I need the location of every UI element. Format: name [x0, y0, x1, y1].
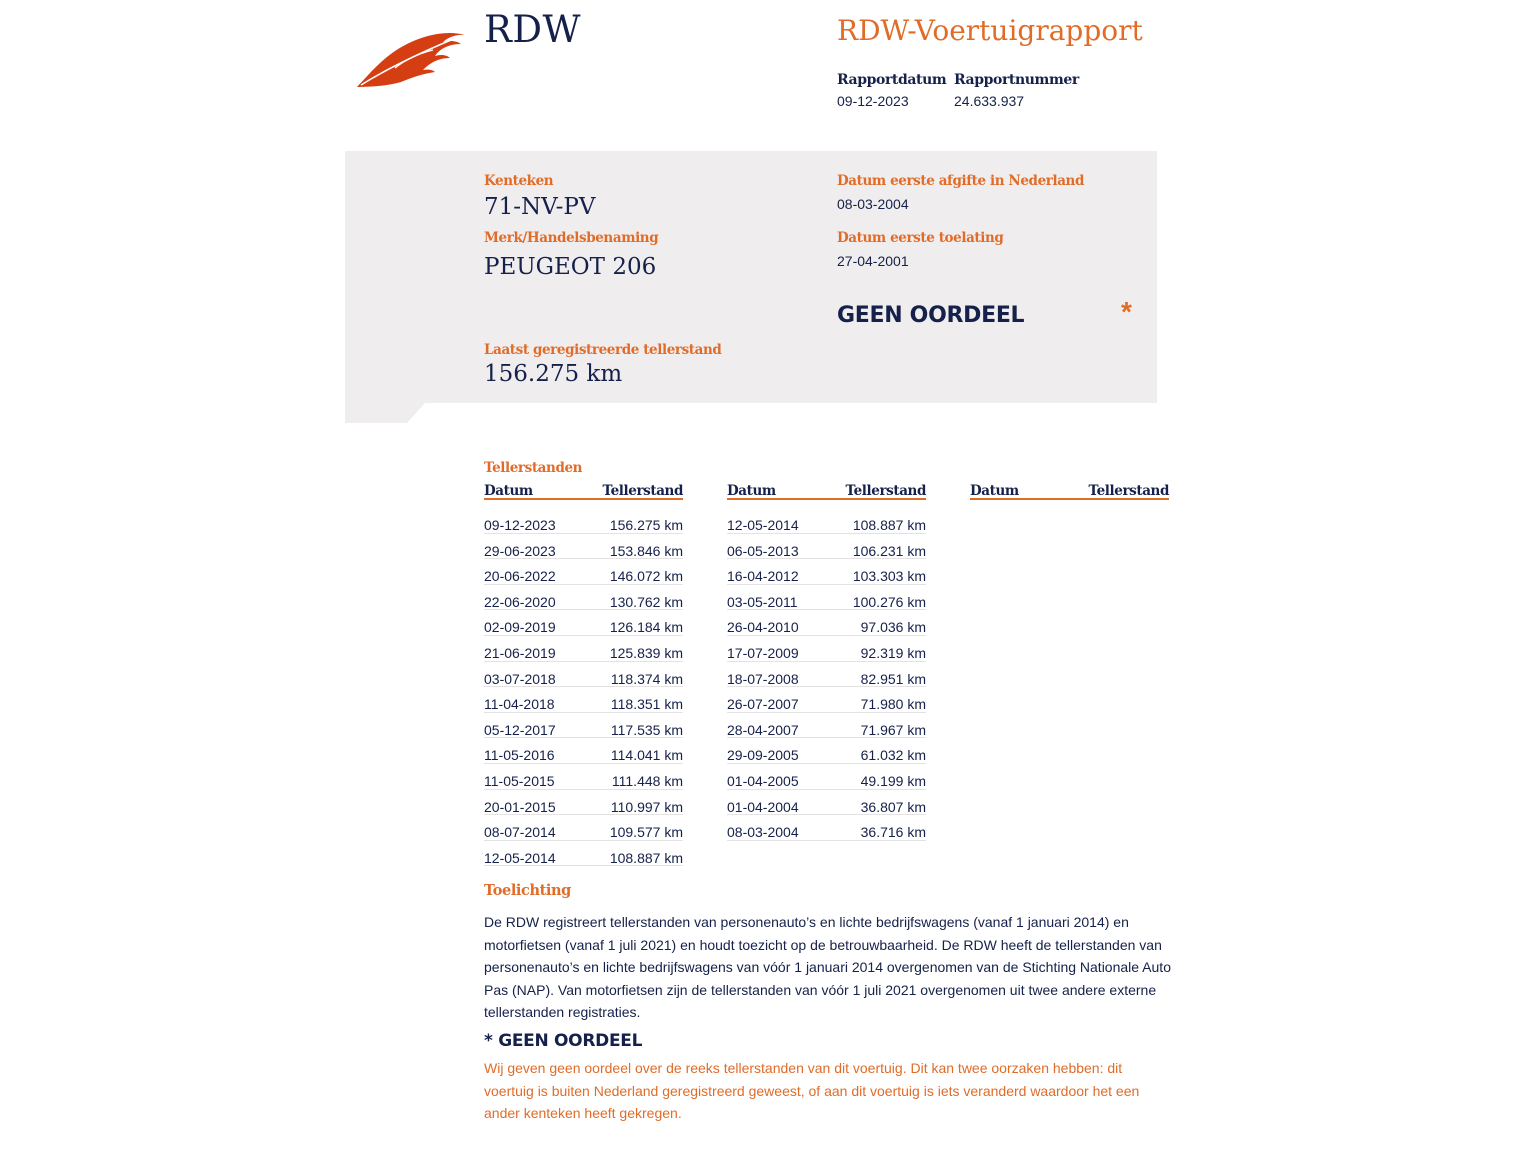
- table-row: [484, 738, 683, 764]
- column-header-value: Tellerstand: [845, 483, 926, 499]
- table-row: [727, 815, 926, 841]
- column-header-value: Tellerstand: [602, 483, 683, 499]
- odometer-table-2: [727, 483, 926, 841]
- row-odometer-value: 118.351 km: [610, 696, 683, 713]
- report-title: RDW-Voertuigrapport: [837, 14, 1143, 47]
- row-date: 05-12-2017: [484, 721, 556, 738]
- row-date: 17-07-2009: [727, 644, 799, 661]
- first-issue-nl-label: Datum eerste afgifte in Nederland: [837, 173, 1085, 189]
- row-odometer-value: 108.887 km: [609, 849, 683, 866]
- odometer-table-header: [727, 483, 926, 500]
- row-odometer-value: 146.072 km: [609, 568, 683, 585]
- row-date: 29-06-2023: [484, 542, 556, 559]
- make-label: Merk/Handelsbenaming: [484, 230, 659, 246]
- row-odometer-value: 110.997 km: [610, 798, 683, 815]
- odometer-table-rows: [484, 508, 683, 866]
- table-row: [484, 841, 683, 867]
- column-header-value: Tellerstand: [1088, 483, 1169, 499]
- table-row: [484, 764, 683, 790]
- row-odometer-value: 36.807 km: [860, 798, 926, 815]
- report-number-value: 24.633.937: [954, 93, 1025, 109]
- row-date: 08-07-2014: [484, 824, 556, 841]
- row-odometer-value: 36.716 km: [860, 824, 926, 841]
- row-odometer-value: 49.199 km: [860, 772, 926, 789]
- row-date: 22-06-2020: [484, 593, 556, 610]
- row-odometer-value: 114.041 km: [610, 747, 683, 764]
- row-date: 03-05-2011: [727, 593, 798, 610]
- column-header-date: Datum: [484, 483, 533, 499]
- table-row: [484, 687, 683, 713]
- row-date: 06-05-2013: [727, 542, 799, 559]
- row-date: 11-04-2018: [484, 696, 555, 713]
- column-header-date: Datum: [727, 483, 776, 499]
- table-row: [484, 713, 683, 739]
- odometer-table-1: [484, 483, 683, 866]
- column-header-date: Datum: [970, 483, 1019, 499]
- row-date: 16-04-2012: [727, 568, 799, 585]
- odometer-section-title: Tellerstanden: [484, 460, 583, 476]
- explanation-title: Toelichting: [484, 882, 571, 899]
- row-date: 29-09-2005: [727, 747, 799, 764]
- table-row: [727, 636, 926, 662]
- row-odometer-value: 106.231 km: [852, 542, 926, 559]
- row-odometer-value: 130.762 km: [609, 593, 683, 610]
- table-row: [727, 687, 926, 713]
- first-admission-label: Datum eerste toelating: [837, 230, 1004, 246]
- row-date: 21-06-2019: [484, 644, 556, 661]
- row-date: 26-04-2010: [727, 619, 799, 636]
- row-date: 09-12-2023: [484, 517, 556, 533]
- row-date: 03-07-2018: [484, 670, 556, 687]
- explanation-text: De RDW registreert tellerstanden van personenauto’s en lichte bedrijfswagens (vanaf 1 januari 2014) en motorfietsen (vanaf 1 juli 2021) en houdt toezicht op de betrouwbaarheid. De RDW heeft de tellerstanden van personenauto’s en lichte bedrijfswagens van vóór 1 januari 2014 overgenomen van de Stichting Nationale Auto Pas (NAP). Van motorfietsen zijn de tellerstanden van vóór 1 juli 2021 overgenomen uit twee andere externe tellerstanden registraties.: [484, 914, 1171, 1020]
- table-row: [727, 610, 926, 636]
- report-date-label: Rapportdatum: [837, 72, 947, 88]
- row-date: 12-05-2014: [727, 517, 799, 533]
- table-row: [484, 585, 683, 611]
- table-row: [484, 508, 683, 534]
- vehicle-panel-background: [345, 151, 1157, 423]
- table-row: [727, 790, 926, 816]
- row-date: 11-05-2016: [484, 747, 555, 764]
- table-row: [727, 534, 926, 560]
- row-date: 12-05-2014: [484, 849, 556, 866]
- row-date: 02-09-2019: [484, 619, 556, 636]
- verdict: GEEN OORDEEL: [837, 303, 1025, 328]
- table-row: [727, 585, 926, 611]
- last-odometer-value: 156.275 km: [484, 361, 623, 387]
- row-odometer-value: 100.276 km: [852, 593, 926, 610]
- row-odometer-value: 108.887 km: [852, 517, 926, 533]
- plate-value: 71-NV-PV: [484, 194, 596, 220]
- table-row: [484, 534, 683, 560]
- odometer-table-3: [970, 483, 1169, 508]
- row-date: 01-04-2004: [727, 798, 799, 815]
- row-date: 28-04-2007: [727, 721, 799, 738]
- row-odometer-value: 118.374 km: [610, 670, 683, 687]
- row-date: 18-07-2008: [727, 670, 799, 687]
- row-date: 26-07-2007: [727, 696, 799, 713]
- table-row: [727, 662, 926, 688]
- last-odometer-label: Laatst geregistreerde tellerstand: [484, 342, 722, 358]
- table-row: [484, 636, 683, 662]
- row-odometer-value: 97.036 km: [860, 619, 926, 636]
- row-odometer-value: 109.577 km: [609, 824, 683, 841]
- row-odometer-value: 111.448 km: [611, 772, 683, 789]
- table-row: [727, 738, 926, 764]
- table-row: [727, 508, 926, 534]
- footnote-title: * GEEN OORDEEL: [484, 1031, 643, 1051]
- make-value: PEUGEOT 206: [484, 254, 657, 280]
- footnote-text: Wij geven geen oordeel over de reeks tellerstanden van dit voertuig. Dit kan twee oorzaken hebben: dit voertuig is buiten Nederland geregistreerd geweest, of aan dit voertuig is iets veranderd waardoor het een ander kenteken heeft gekregen.: [484, 1060, 1140, 1121]
- first-issue-nl-value: 08-03-2004: [837, 196, 909, 212]
- row-date: 01-04-2005: [727, 772, 799, 789]
- brand-name: RDW: [484, 8, 582, 51]
- table-row: [484, 662, 683, 688]
- table-row: [484, 559, 683, 585]
- table-row: [484, 610, 683, 636]
- row-odometer-value: 71.980 km: [860, 696, 926, 713]
- table-row: [727, 764, 926, 790]
- row-odometer-value: 92.319 km: [860, 644, 926, 661]
- row-odometer-value: 61.032 km: [860, 747, 926, 764]
- table-row: [484, 790, 683, 816]
- odometer-table-header: [484, 483, 683, 500]
- rdw-logo-icon: [355, 30, 470, 90]
- row-date: 11-05-2015: [484, 772, 555, 789]
- table-row: [727, 559, 926, 585]
- row-date: 08-03-2004: [727, 824, 799, 841]
- row-odometer-value: 153.846 km: [609, 542, 683, 559]
- plate-label: Kenteken: [484, 173, 554, 189]
- table-row: [727, 713, 926, 739]
- report-number-label: Rapportnummer: [954, 72, 1079, 88]
- report-date-value: 09-12-2023: [837, 93, 909, 109]
- row-odometer-value: 103.303 km: [852, 568, 926, 585]
- row-odometer-value: 156.275 km: [609, 517, 683, 533]
- row-odometer-value: 126.184 km: [609, 619, 683, 636]
- odometer-table-header: [970, 483, 1169, 500]
- odometer-table-rows: [727, 508, 926, 841]
- row-odometer-value: 125.839 km: [609, 644, 683, 661]
- row-date: 20-01-2015: [484, 798, 556, 815]
- row-date: 20-06-2022: [484, 568, 556, 585]
- row-odometer-value: 82.951 km: [860, 670, 926, 687]
- verdict-marker: *: [1121, 296, 1132, 327]
- row-odometer-value: 71.967 km: [860, 721, 926, 738]
- row-odometer-value: 117.535 km: [610, 721, 683, 738]
- table-row: [484, 815, 683, 841]
- first-admission-value: 27-04-2001: [837, 253, 909, 269]
